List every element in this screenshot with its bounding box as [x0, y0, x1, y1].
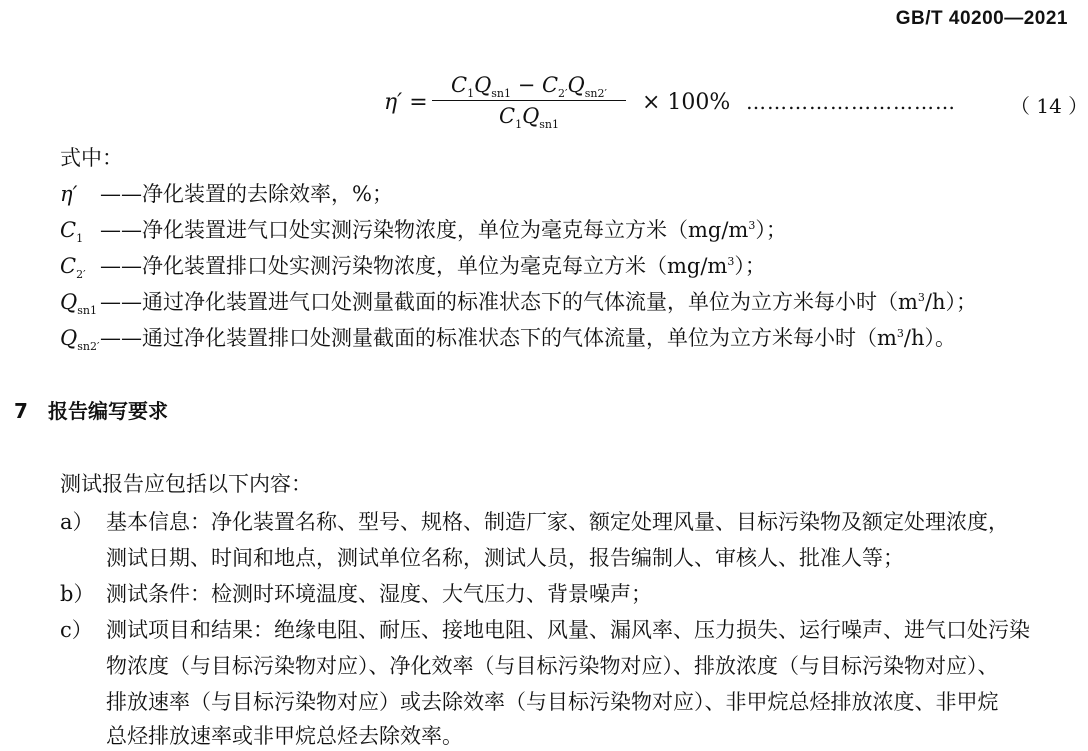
list-item-c-cont: 物浓度（与目标污染物对应）、净化效率（与目标污染物对应）、排放浓度（与目标污染物对应）、 [106, 654, 999, 678]
intro-text: 测试报告应包括以下内容： [60, 472, 312, 496]
where-label: 式中： [60, 146, 123, 170]
formula-fraction [432, 72, 626, 130]
list-item-c-cont: 总烃排放速率或非甲烷总烃去除效率。 [106, 724, 463, 748]
list-item-b: b） 测试条件：检测时环境温度、湿度、大气压力、背景噪声； [60, 582, 652, 606]
section-number: 7 [14, 399, 28, 423]
standard-code: GB/T 40200—2021 [895, 8, 1068, 29]
fraction-bar [432, 100, 626, 101]
formula-denominator: $C_1Q_{sn1}$ [498, 104, 560, 131]
definition-row: η′ ——净化装置的去除效率，%； [60, 182, 393, 206]
definition-row: $Q_{sn2'}——$通过净化装置排口处测量截面的标准状态下的气体流量，单位为立方米每小时$(m^3/h)$。 [60, 326, 957, 353]
definition-row: $Q_{sn1}$ ——通过净化装置进气口处测量截面的标准状态下的气体流量，单位为立方米每小时$(m^3/h)$； [60, 290, 978, 317]
formula-numerator: $C_1Q_{sn1} - C_{2'}Q_{sn2'}$ [450, 73, 607, 100]
equation-number: （ 14 ） [1010, 94, 1088, 118]
definition-row: $C_1$ ——净化装置进气口处实测污染物浓度，单位为毫克每立方米$(mg/m^3)$； [60, 218, 787, 245]
leader-dots: ………………………… [746, 90, 956, 114]
list-item-c: c） 测试项目和结果：绝缘电阻、耐压、接地电阻、风量、漏风率、压力损失、运行噪声、进气口处污染 [60, 618, 1030, 642]
list-item-c-cont: 排放速率（与目标污染物对应）或去除效率（与目标污染物对应）、非甲烷总烃排放浓度、非甲烷 [106, 690, 999, 714]
section-heading [14, 395, 168, 424]
section-title: 报告编写要求 [48, 399, 168, 423]
list-item-a-cont: 测试日期、时间和地点，测试单位名称，测试人员，报告编制人、审核人、批准人等； [106, 546, 904, 570]
list-item-a: a） 基本信息：净化装置名称、型号、规格、制造厂家、额定处理风量、目标污染物及额定处理浓度， [60, 510, 1009, 534]
formula-multiplier: × 100% [642, 90, 731, 115]
definition-row: $C_{2'}$ ——净化装置排口处实测污染物浓度，单位为毫克每立方米$(mg/m^3)$； [60, 254, 766, 281]
formula-lhs: η′ = [384, 90, 428, 115]
